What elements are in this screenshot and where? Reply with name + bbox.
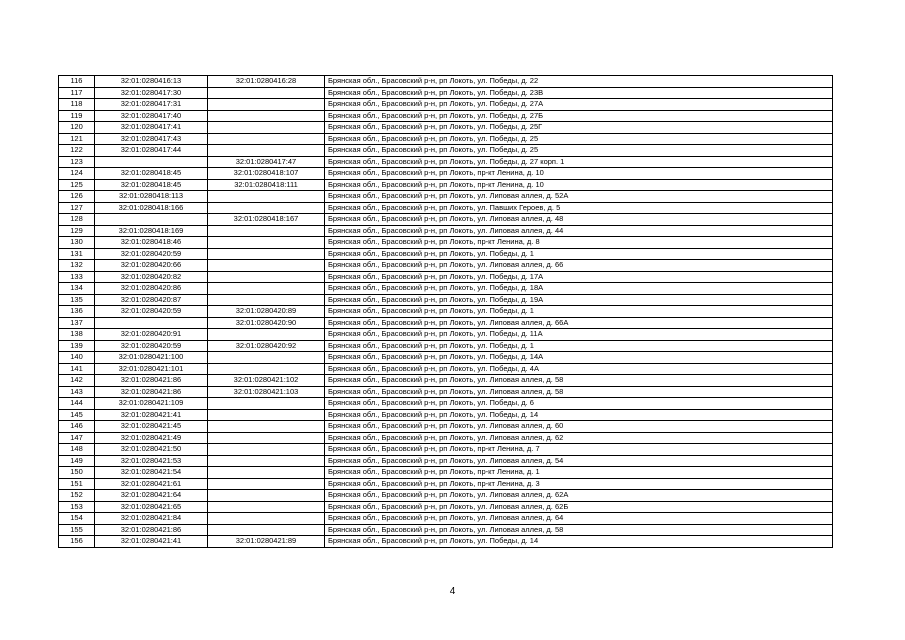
cadastral-number-cell: 32:01:0280421:65 bbox=[95, 501, 208, 513]
address-cell: Брянская обл., Брасовский р-н, рп Локоть, ул. Победы, д. 25Г bbox=[325, 122, 833, 134]
address-cell: Брянская обл., Брасовский р-н, рп Локоть, ул. Победы, д. 1 bbox=[325, 306, 833, 318]
related-cadastral-number-cell: 32:01:0280418:107 bbox=[208, 168, 325, 180]
related-cadastral-number-cell: 32:01:0280420:92 bbox=[208, 340, 325, 352]
cadastral-number-cell: 32:01:0280421:86 bbox=[95, 386, 208, 398]
address-cell: Брянская обл., Брасовский р-н, рп Локоть, пр-кт Ленина, д. 10 bbox=[325, 179, 833, 191]
cadastral-number-cell: 32:01:0280421:54 bbox=[95, 467, 208, 479]
related-cadastral-number-cell bbox=[208, 202, 325, 214]
table-row bbox=[59, 283, 833, 295]
row-number-cell: 154 bbox=[59, 513, 95, 525]
table-row bbox=[59, 478, 833, 490]
cadastral-number-cell: 32:01:0280418:46 bbox=[95, 237, 208, 249]
address-cell: Брянская обл., Брасовский р-н, рп Локоть, пр-кт Ленина, д. 8 bbox=[325, 237, 833, 249]
table-row bbox=[59, 352, 833, 364]
row-number-cell: 125 bbox=[59, 179, 95, 191]
address-cell: Брянская обл., Брасовский р-н, рп Локоть, пр-кт Ленина, д. 3 bbox=[325, 478, 833, 490]
address-cell: Брянская обл., Брасовский р-н, рп Локоть, ул. Победы, д. 11А bbox=[325, 329, 833, 341]
address-cell: Брянская обл., Брасовский р-н, рп Локоть, ул. Победы, д. 4А bbox=[325, 363, 833, 375]
row-number-cell: 121 bbox=[59, 133, 95, 145]
cadastral-number-cell: 32:01:0280418:166 bbox=[95, 202, 208, 214]
table-row bbox=[59, 409, 833, 421]
table-row bbox=[59, 76, 833, 88]
table-row bbox=[59, 490, 833, 502]
cadastral-number-cell: 32:01:0280420:59 bbox=[95, 248, 208, 260]
related-cadastral-number-cell: 32:01:0280421:89 bbox=[208, 536, 325, 548]
row-number-cell: 122 bbox=[59, 145, 95, 157]
cadastral-number-cell: 32:01:0280420:82 bbox=[95, 271, 208, 283]
table-row bbox=[59, 191, 833, 203]
table-row bbox=[59, 237, 833, 249]
address-cell: Брянская обл., Брасовский р-н, рп Локоть, ул. Победы, д. 23В bbox=[325, 87, 833, 99]
row-number-cell: 148 bbox=[59, 444, 95, 456]
row-number-cell: 116 bbox=[59, 76, 95, 88]
table-row bbox=[59, 260, 833, 272]
address-cell: Брянская обл., Брасовский р-н, рп Локоть, ул. Липовая аллея, д. 62 bbox=[325, 432, 833, 444]
cadastral-number-cell: 32:01:0280421:100 bbox=[95, 352, 208, 364]
table-row bbox=[59, 168, 833, 180]
address-cell: Брянская обл., Брасовский р-н, рп Локоть, ул. Победы, д. 17А bbox=[325, 271, 833, 283]
related-cadastral-number-cell bbox=[208, 248, 325, 260]
cadastral-number-cell: 32:01:0280421:109 bbox=[95, 398, 208, 410]
related-cadastral-number-cell bbox=[208, 490, 325, 502]
address-cell: Брянская обл., Брасовский р-н, рп Локоть, ул. Липовая аллея, д. 66 bbox=[325, 260, 833, 272]
table-row bbox=[59, 248, 833, 260]
cadastral-number-cell: 32:01:0280421:53 bbox=[95, 455, 208, 467]
table-row bbox=[59, 294, 833, 306]
row-number-cell: 140 bbox=[59, 352, 95, 364]
related-cadastral-number-cell bbox=[208, 133, 325, 145]
table-row bbox=[59, 214, 833, 226]
row-number-cell: 144 bbox=[59, 398, 95, 410]
related-cadastral-number-cell bbox=[208, 99, 325, 111]
cadastral-number-cell bbox=[95, 317, 208, 329]
address-cell: Брянская обл., Брасовский р-н, рп Локоть, ул. Победы, д. 22 bbox=[325, 76, 833, 88]
related-cadastral-number-cell bbox=[208, 398, 325, 410]
table-row bbox=[59, 467, 833, 479]
address-cell: Брянская обл., Брасовский р-н, рп Локоть, пр-кт Ленина, д. 1 bbox=[325, 467, 833, 479]
row-number-cell: 146 bbox=[59, 421, 95, 433]
row-number-cell: 133 bbox=[59, 271, 95, 283]
related-cadastral-number-cell: 32:01:0280421:102 bbox=[208, 375, 325, 387]
related-cadastral-number-cell bbox=[208, 513, 325, 525]
cadastral-number-cell: 32:01:0280421:84 bbox=[95, 513, 208, 525]
row-number-cell: 126 bbox=[59, 191, 95, 203]
related-cadastral-number-cell bbox=[208, 260, 325, 272]
cadastral-number-cell: 32:01:0280417:41 bbox=[95, 122, 208, 134]
related-cadastral-number-cell: 32:01:0280418:167 bbox=[208, 214, 325, 226]
row-number-cell: 132 bbox=[59, 260, 95, 272]
cadastral-number-cell: 32:01:0280418:45 bbox=[95, 179, 208, 191]
cadastral-number-cell: 32:01:0280417:44 bbox=[95, 145, 208, 157]
related-cadastral-number-cell bbox=[208, 191, 325, 203]
address-cell: Брянская обл., Брасовский р-н, рп Локоть, ул. Победы, д. 1 bbox=[325, 340, 833, 352]
cadastral-number-cell bbox=[95, 214, 208, 226]
related-cadastral-number-cell bbox=[208, 294, 325, 306]
table-row bbox=[59, 513, 833, 525]
address-cell: Брянская обл., Брасовский р-н, рп Локоть, ул. Победы, д. 1 bbox=[325, 248, 833, 260]
table-row bbox=[59, 133, 833, 145]
table-row bbox=[59, 145, 833, 157]
cadastral-number-cell: 32:01:0280421:86 bbox=[95, 375, 208, 387]
cadastral-number-cell: 32:01:0280418:169 bbox=[95, 225, 208, 237]
related-cadastral-number-cell: 32:01:0280420:90 bbox=[208, 317, 325, 329]
row-number-cell: 149 bbox=[59, 455, 95, 467]
address-cell: Брянская обл., Брасовский р-н, рп Локоть, ул. Липовая аллея, д. 52А bbox=[325, 191, 833, 203]
address-cell: Брянская обл., Брасовский р-н, рп Локоть, ул. Победы, д. 27А bbox=[325, 99, 833, 111]
table-row bbox=[59, 329, 833, 341]
address-cell: Брянская обл., Брасовский р-н, рп Локоть, ул. Липовая аллея, д. 66А bbox=[325, 317, 833, 329]
row-number-cell: 152 bbox=[59, 490, 95, 502]
row-number-cell: 142 bbox=[59, 375, 95, 387]
page-number: 4 bbox=[449, 586, 456, 597]
table-row bbox=[59, 432, 833, 444]
row-number-cell: 150 bbox=[59, 467, 95, 479]
address-cell: Брянская обл., Брасовский р-н, рп Локоть, ул. Победы, д. 6 bbox=[325, 398, 833, 410]
table-row bbox=[59, 398, 833, 410]
cadastral-number-cell: 32:01:0280418:113 bbox=[95, 191, 208, 203]
table-row bbox=[59, 363, 833, 375]
cadastral-number-cell: 32:01:0280421:61 bbox=[95, 478, 208, 490]
table-row bbox=[59, 501, 833, 513]
table-row bbox=[59, 156, 833, 168]
row-number-cell: 139 bbox=[59, 340, 95, 352]
cadastral-number-cell: 32:01:0280420:59 bbox=[95, 340, 208, 352]
cadastral-number-cell: 32:01:0280420:87 bbox=[95, 294, 208, 306]
row-number-cell: 131 bbox=[59, 248, 95, 260]
cadastral-number-cell: 32:01:0280421:86 bbox=[95, 524, 208, 536]
row-number-cell: 153 bbox=[59, 501, 95, 513]
cadastral-number-cell: 32:01:0280420:91 bbox=[95, 329, 208, 341]
cadastral-number-cell: 32:01:0280421:41 bbox=[95, 409, 208, 421]
address-cell: Брянская обл., Брасовский р-н, рп Локоть, ул. Липовая аллея, д. 64 bbox=[325, 513, 833, 525]
table-row bbox=[59, 202, 833, 214]
related-cadastral-number-cell bbox=[208, 352, 325, 364]
row-number-cell: 128 bbox=[59, 214, 95, 226]
table-row bbox=[59, 317, 833, 329]
row-number-cell: 118 bbox=[59, 99, 95, 111]
cadastral-number-cell: 32:01:0280421:49 bbox=[95, 432, 208, 444]
address-cell: Брянская обл., Брасовский р-н, рп Локоть, пр-кт Ленина, д. 10 bbox=[325, 168, 833, 180]
related-cadastral-number-cell: 32:01:0280417:47 bbox=[208, 156, 325, 168]
table-row bbox=[59, 386, 833, 398]
register-table-body bbox=[59, 76, 833, 548]
cadastral-number-cell: 32:01:0280417:43 bbox=[95, 133, 208, 145]
address-cell: Брянская обл., Брасовский р-н, рп Локоть, ул. Победы, д. 14 bbox=[325, 409, 833, 421]
table-row bbox=[59, 536, 833, 548]
address-cell: Брянская обл., Брасовский р-н, рп Локоть, ул. Липовая аллея, д. 44 bbox=[325, 225, 833, 237]
cadastral-number-cell bbox=[95, 156, 208, 168]
property-register-table bbox=[58, 75, 833, 548]
address-cell: Брянская обл., Брасовский р-н, рп Локоть, ул. Липовая аллея, д. 62А bbox=[325, 490, 833, 502]
related-cadastral-number-cell bbox=[208, 283, 325, 295]
address-cell: Брянская обл., Брасовский р-н, рп Локоть, ул. Победы, д. 19А bbox=[325, 294, 833, 306]
address-cell: Брянская обл., Брасовский р-н, рп Локоть, ул. Победы, д. 27 корп. 1 bbox=[325, 156, 833, 168]
row-number-cell: 135 bbox=[59, 294, 95, 306]
related-cadastral-number-cell bbox=[208, 122, 325, 134]
related-cadastral-number-cell bbox=[208, 432, 325, 444]
row-number-cell: 156 bbox=[59, 536, 95, 548]
cadastral-number-cell: 32:01:0280417:31 bbox=[95, 99, 208, 111]
table-row bbox=[59, 375, 833, 387]
row-number-cell: 123 bbox=[59, 156, 95, 168]
cadastral-number-cell: 32:01:0280420:66 bbox=[95, 260, 208, 272]
cadastral-number-cell: 32:01:0280421:41 bbox=[95, 536, 208, 548]
cadastral-number-cell: 32:01:0280421:101 bbox=[95, 363, 208, 375]
table-row bbox=[59, 271, 833, 283]
table-row bbox=[59, 179, 833, 191]
row-number-cell: 147 bbox=[59, 432, 95, 444]
cadastral-number-cell: 32:01:0280421:45 bbox=[95, 421, 208, 433]
cadastral-number-cell: 32:01:0280417:40 bbox=[95, 110, 208, 122]
table-row bbox=[59, 421, 833, 433]
related-cadastral-number-cell bbox=[208, 110, 325, 122]
cadastral-number-cell: 32:01:0280417:30 bbox=[95, 87, 208, 99]
row-number-cell: 127 bbox=[59, 202, 95, 214]
address-cell: Брянская обл., Брасовский р-н, рп Локоть, ул. Липовая аллея, д. 54 bbox=[325, 455, 833, 467]
table-row bbox=[59, 455, 833, 467]
related-cadastral-number-cell bbox=[208, 237, 325, 249]
row-number-cell: 134 bbox=[59, 283, 95, 295]
address-cell: Брянская обл., Брасовский р-н, рп Локоть, ул. Липовая аллея, д. 62Б bbox=[325, 501, 833, 513]
row-number-cell: 136 bbox=[59, 306, 95, 318]
related-cadastral-number-cell: 32:01:0280418:111 bbox=[208, 179, 325, 191]
row-number-cell: 130 bbox=[59, 237, 95, 249]
cadastral-number-cell: 32:01:0280416:13 bbox=[95, 76, 208, 88]
related-cadastral-number-cell bbox=[208, 467, 325, 479]
address-cell: Брянская обл., Брасовский р-н, рп Локоть, пр-кт Ленина, д. 7 bbox=[325, 444, 833, 456]
related-cadastral-number-cell bbox=[208, 524, 325, 536]
table-row bbox=[59, 524, 833, 536]
table-row bbox=[59, 444, 833, 456]
address-cell: Брянская обл., Брасовский р-н, рп Локоть, ул. Победы, д. 25 bbox=[325, 145, 833, 157]
address-cell: Брянская обл., Брасовский р-н, рп Локоть, ул. Липовая аллея, д. 58 bbox=[325, 524, 833, 536]
related-cadastral-number-cell bbox=[208, 363, 325, 375]
row-number-cell: 141 bbox=[59, 363, 95, 375]
row-number-cell: 155 bbox=[59, 524, 95, 536]
address-cell: Брянская обл., Брасовский р-н, рп Локоть, ул. Липовая аллея, д. 48 bbox=[325, 214, 833, 226]
cadastral-number-cell: 32:01:0280420:59 bbox=[95, 306, 208, 318]
address-cell: Брянская обл., Брасовский р-н, рп Локоть, ул. Победы, д. 25 bbox=[325, 133, 833, 145]
cadastral-number-cell: 32:01:0280418:45 bbox=[95, 168, 208, 180]
related-cadastral-number-cell: 32:01:0280416:28 bbox=[208, 76, 325, 88]
related-cadastral-number-cell: 32:01:0280420:89 bbox=[208, 306, 325, 318]
row-number-cell: 138 bbox=[59, 329, 95, 341]
related-cadastral-number-cell bbox=[208, 409, 325, 421]
table-row bbox=[59, 122, 833, 134]
related-cadastral-number-cell bbox=[208, 145, 325, 157]
row-number-cell: 145 bbox=[59, 409, 95, 421]
related-cadastral-number-cell bbox=[208, 501, 325, 513]
table-row bbox=[59, 306, 833, 318]
cadastral-number-cell: 32:01:0280421:50 bbox=[95, 444, 208, 456]
row-number-cell: 137 bbox=[59, 317, 95, 329]
address-cell: Брянская обл., Брасовский р-н, рп Локоть, ул. Липовая аллея, д. 58 bbox=[325, 375, 833, 387]
related-cadastral-number-cell bbox=[208, 455, 325, 467]
row-number-cell: 143 bbox=[59, 386, 95, 398]
address-cell: Брянская обл., Брасовский р-н, рп Локоть, ул. Победы, д. 14 bbox=[325, 536, 833, 548]
cadastral-number-cell: 32:01:0280420:86 bbox=[95, 283, 208, 295]
table-row bbox=[59, 225, 833, 237]
row-number-cell: 117 bbox=[59, 87, 95, 99]
address-cell: Брянская обл., Брасовский р-н, рп Локоть, ул. Липовая аллея, д. 60 bbox=[325, 421, 833, 433]
row-number-cell: 119 bbox=[59, 110, 95, 122]
row-number-cell: 129 bbox=[59, 225, 95, 237]
row-number-cell: 124 bbox=[59, 168, 95, 180]
address-cell: Брянская обл., Брасовский р-н, рп Локоть, ул. Липовая аллея, д. 58 bbox=[325, 386, 833, 398]
address-cell: Брянская обл., Брасовский р-н, рп Локоть, ул. Победы, д. 18А bbox=[325, 283, 833, 295]
address-cell: Брянская обл., Брасовский р-н, рп Локоть, ул. Павших Героев, д. 5 bbox=[325, 202, 833, 214]
table-row bbox=[59, 340, 833, 352]
related-cadastral-number-cell bbox=[208, 478, 325, 490]
address-cell: Брянская обл., Брасовский р-н, рп Локоть, ул. Победы, д. 14А bbox=[325, 352, 833, 364]
row-number-cell: 151 bbox=[59, 478, 95, 490]
table-row bbox=[59, 87, 833, 99]
related-cadastral-number-cell bbox=[208, 329, 325, 341]
related-cadastral-number-cell bbox=[208, 87, 325, 99]
table-row bbox=[59, 110, 833, 122]
related-cadastral-number-cell: 32:01:0280421:103 bbox=[208, 386, 325, 398]
row-number-cell: 120 bbox=[59, 122, 95, 134]
related-cadastral-number-cell bbox=[208, 225, 325, 237]
related-cadastral-number-cell bbox=[208, 444, 325, 456]
table-row bbox=[59, 99, 833, 111]
cadastral-number-cell: 32:01:0280421:64 bbox=[95, 490, 208, 502]
related-cadastral-number-cell bbox=[208, 271, 325, 283]
address-cell: Брянская обл., Брасовский р-н, рп Локоть, ул. Победы, д. 27Б bbox=[325, 110, 833, 122]
related-cadastral-number-cell bbox=[208, 421, 325, 433]
